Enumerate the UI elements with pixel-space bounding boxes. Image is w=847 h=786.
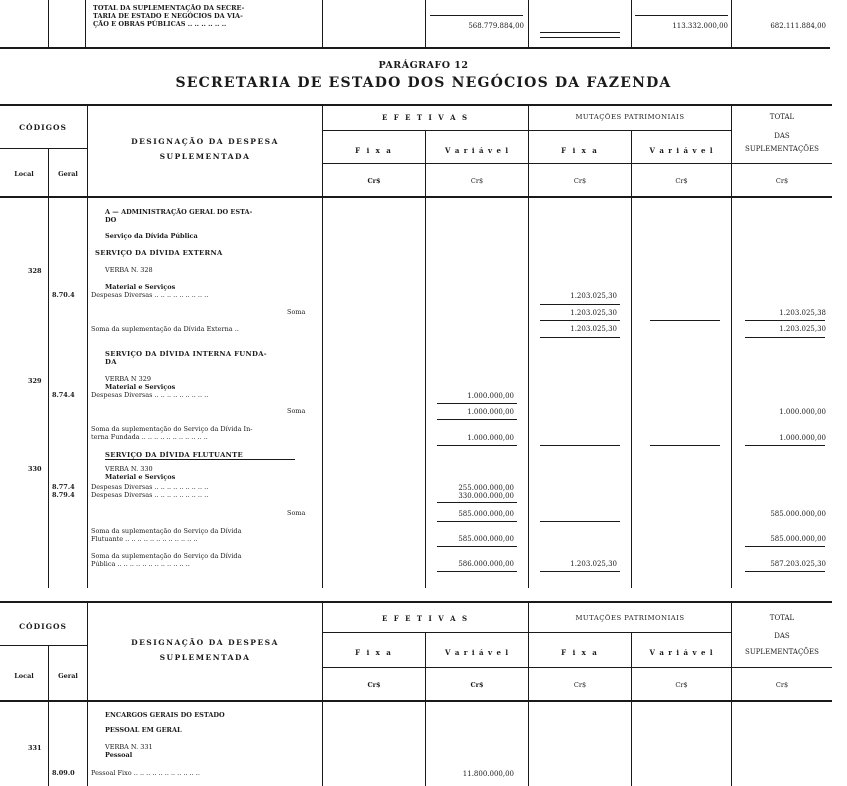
currency-total: Cr$ <box>775 177 789 185</box>
divider <box>731 104 732 588</box>
divider <box>631 130 632 588</box>
header-codigos: CÓDIGOS <box>19 622 67 631</box>
paragraph-title: PARÁGRAFO 12 <box>378 60 469 71</box>
header-efetivas: E F E T I V A S <box>381 113 470 122</box>
subtotal-line-1: Soma da suplementação do Serviço da Dívida In- <box>91 425 253 433</box>
header-total-3: SUPLEMENTAÇÕES <box>745 145 819 153</box>
subtotal-line: Soma da suplementação da Dívida Externa .. <box>91 325 239 333</box>
verba-label: VERBA N 329 <box>105 375 152 383</box>
header-efetivas: E F E T I V A S <box>381 614 470 623</box>
rule <box>0 601 832 603</box>
rule <box>745 337 825 338</box>
total-mut-fixa: 113.332.000,00 <box>672 22 728 30</box>
rule <box>437 571 517 572</box>
rule <box>437 502 517 503</box>
rule <box>322 130 731 131</box>
total-suplementacoes: 682.111.884,00 <box>770 22 826 30</box>
currency-mut-fixa: Cr$ <box>573 177 587 185</box>
local-code: 330 <box>28 465 42 473</box>
subtotal-line-2: Pública .. .. .. .. .. .. .. .. .. .. .. .. <box>91 560 190 568</box>
rule <box>437 546 517 547</box>
rule <box>0 700 832 702</box>
total-cell: 585.000.000,00 <box>770 510 826 518</box>
rule <box>0 645 87 646</box>
rule <box>540 37 620 38</box>
rule <box>0 47 830 49</box>
subsection-title: PESSOAL EM GERAL <box>105 726 182 734</box>
value-cell: 1.000.000,00 <box>467 434 514 442</box>
service-interna-title-1: SERVIÇO DA DÍVIDA INTERNA FUNDA- <box>105 350 267 358</box>
expense-line: Despesas Diversas .. .. .. .. .. .. .. .. .. <box>91 483 209 491</box>
rule <box>540 571 620 572</box>
divider <box>48 0 49 47</box>
divider <box>731 603 732 786</box>
subtotal-line-2: terna Fundada .. .. .. .. .. .. .. .. .. .. .. <box>91 433 208 441</box>
rule <box>437 419 517 420</box>
rule <box>635 15 728 16</box>
geral-code: 8.70.4 <box>52 291 75 299</box>
currency-mut-variavel: Cr$ <box>675 177 688 185</box>
value-cell: 586.000.000,00 <box>458 560 514 568</box>
header-designacao-1: DESIGNAÇÃO DA DESPESA <box>131 137 279 146</box>
header-total-2: DAS <box>774 632 790 640</box>
service-externa-title: SERVIÇO DA DÍVIDA EXTERNA <box>95 249 223 257</box>
currency-variavel: Cr$ <box>470 681 484 689</box>
geral-code: 8.74.4 <box>52 391 75 399</box>
value-cell: 1.203.025,30 <box>570 325 617 333</box>
header-total-3: SUPLEMENTAÇÕES <box>745 648 819 656</box>
total-cell: 1.000.000,00 <box>779 434 826 442</box>
soma-label: Soma <box>287 407 306 415</box>
total-cell: 585.000.000,00 <box>770 535 826 543</box>
rule <box>540 337 620 338</box>
page-title: SECRETARIA DE ESTADO DOS NEGÓCIOS DA FAZENDA <box>175 75 672 91</box>
divider <box>322 104 323 588</box>
currency-mut-variavel: Cr$ <box>675 681 688 689</box>
verba-label: VERBA N. 328 <box>105 266 153 274</box>
verba-label: VERBA N. 330 <box>105 465 153 473</box>
soma-label: Soma <box>287 308 306 316</box>
geral-code: 8.77.4 <box>52 483 75 491</box>
header-codigos: CÓDIGOS <box>19 123 67 132</box>
divider <box>87 603 88 786</box>
rule <box>437 521 517 522</box>
category-label: Material e Serviços <box>105 473 176 481</box>
value-cell: 255.000.000,00 <box>458 484 514 492</box>
expense-line: Pessoal Fixo .. .. .. .. .. .. .. .. .. .. .. <box>91 769 200 777</box>
value-cell: 1.000.000,00 <box>467 408 514 416</box>
divider <box>85 0 86 47</box>
rule <box>0 104 832 106</box>
total-cell: 587.203.025,30 <box>770 560 826 568</box>
header-variavel: V a r i á v e l <box>444 146 510 155</box>
service-flutuante-title: SERVIÇO DA DÍVIDA FLUTUANTE <box>105 451 243 459</box>
rule <box>650 320 720 321</box>
rule <box>650 445 720 446</box>
divider <box>87 104 88 588</box>
header-mut-fixa: F i x a <box>561 648 599 657</box>
header-mut-variavel: V a r i á v e l <box>649 146 714 155</box>
currency-mut-fixa: Cr$ <box>573 681 587 689</box>
rule <box>437 403 517 404</box>
header-local: Local <box>14 170 34 178</box>
header-designacao-2: SUPLEMENTADA <box>159 653 251 662</box>
local-code: 329 <box>28 377 42 385</box>
expense-line: Despesas Diversas .. .. .. .. .. .. .. .. .. <box>91 491 209 499</box>
currency-fixa: Cr$ <box>367 681 381 689</box>
rule <box>540 304 620 305</box>
header-mutacoes: MUTAÇÕES PATRIMONIAIS <box>575 614 685 622</box>
currency-fixa: Cr$ <box>367 177 381 185</box>
total-desc-line1: TOTAL DA SUPLEMENTAÇÃO DA SECRE- <box>93 4 245 12</box>
header-mut-fixa: F i x a <box>561 146 599 155</box>
rule <box>745 445 825 446</box>
header-fixa: F i x a <box>355 648 393 657</box>
header-mut-variavel: V a r i á v e l <box>649 648 714 657</box>
value-cell: 585.000.000,00 <box>458 535 514 543</box>
divider <box>528 0 529 47</box>
subsection-title: Serviço da Dívida Pública <box>105 232 198 240</box>
section-a-title-2: DO <box>105 216 117 224</box>
category-label: Pessoal <box>105 751 133 759</box>
header-geral: Geral <box>58 672 78 680</box>
local-code: 328 <box>28 267 42 275</box>
currency-total: Cr$ <box>775 681 789 689</box>
value-cell: 1.203.025,30 <box>570 292 617 300</box>
value-cell: 11.800.000,00 <box>462 770 514 778</box>
divider <box>631 0 632 47</box>
rule <box>745 546 825 547</box>
local-code: 331 <box>28 744 42 752</box>
header-variavel: V a r i á v e l <box>444 648 510 657</box>
section-title: ENCARGOS GERAIS DO ESTADO <box>105 711 225 719</box>
header-total-1: TOTAL <box>769 113 795 121</box>
rule <box>322 632 731 633</box>
header-total-2: DAS <box>774 132 790 140</box>
expense-line: Despesas Diversas .. .. .. .. .. .. .. .. .. <box>91 291 209 299</box>
total-desc-line2: TARIA DE ESTADO E NEGÓCIOS DA VIA- <box>93 12 243 20</box>
soma-label: Soma <box>287 509 306 517</box>
value-cell: 1.000.000,00 <box>467 392 514 400</box>
header-fixa: F i x a <box>355 146 393 155</box>
verba-label: VERBA N. 331 <box>105 743 153 751</box>
section-a-title-1: A — ADMINISTRAÇÃO GERAL DO ESTA- <box>105 208 253 216</box>
header-mutacoes: MUTAÇÕES PATRIMONIAIS <box>575 113 685 121</box>
total-cell: 1.000.000,00 <box>779 408 826 416</box>
header-local: Local <box>14 672 34 680</box>
rule <box>430 15 523 16</box>
header-designacao-2: SUPLEMENTADA <box>159 152 251 161</box>
geral-code: 8.79.4 <box>52 491 75 499</box>
value-cell: 1.203.025,30 <box>570 560 617 568</box>
expense-line: Despesas Diversas .. .. .. .. .. .. .. .. .. <box>91 391 209 399</box>
divider <box>425 0 426 47</box>
rule <box>0 148 87 149</box>
total-cell: 1.203.025,38 <box>779 309 826 317</box>
currency-variavel: Cr$ <box>470 177 484 185</box>
header-total-1: TOTAL <box>769 614 795 622</box>
rule <box>105 459 295 460</box>
category-label: Material e Serviços <box>105 283 176 291</box>
service-interna-title-2: DA <box>105 358 117 366</box>
rule <box>540 320 620 321</box>
divider <box>48 645 49 786</box>
value-cell: 585.000.000,00 <box>458 510 514 518</box>
subtotal-line-2: Flutuante .. .. .. .. .. .. .. .. .. .. .. .. <box>91 535 198 543</box>
divider <box>528 104 529 588</box>
header-designacao-1: DESIGNAÇÃO DA DESPESA <box>131 638 279 647</box>
subtotal-line-1: Soma da suplementação do Serviço da Dívida <box>91 552 242 560</box>
divider <box>48 148 49 588</box>
total-desc-line3: ÇÃO E OBRAS PÚBLICAS .. .. .. .. .. .. <box>93 20 227 28</box>
total-variavel: 568.779.884,00 <box>468 22 524 30</box>
rule <box>540 521 620 522</box>
divider <box>425 130 426 588</box>
rule <box>745 320 825 321</box>
header-geral: Geral <box>58 170 78 178</box>
rule <box>437 445 517 446</box>
rule <box>540 445 620 446</box>
category-label: Material e Serviços <box>105 383 176 391</box>
total-cell: 1.203.025,30 <box>779 325 826 333</box>
geral-code: 8.09.0 <box>52 769 75 777</box>
value-cell: 1.203.025,30 <box>570 309 617 317</box>
divider <box>528 603 529 786</box>
subtotal-line-1: Soma da suplementação do Serviço da Dívida <box>91 527 242 535</box>
rule <box>745 571 825 572</box>
rule <box>0 196 832 198</box>
rule <box>322 667 832 668</box>
divider <box>731 0 732 47</box>
value-cell: 330.000.000,00 <box>458 492 514 500</box>
divider <box>322 0 323 47</box>
divider <box>322 603 323 786</box>
rule <box>540 32 620 33</box>
rule <box>322 163 832 164</box>
